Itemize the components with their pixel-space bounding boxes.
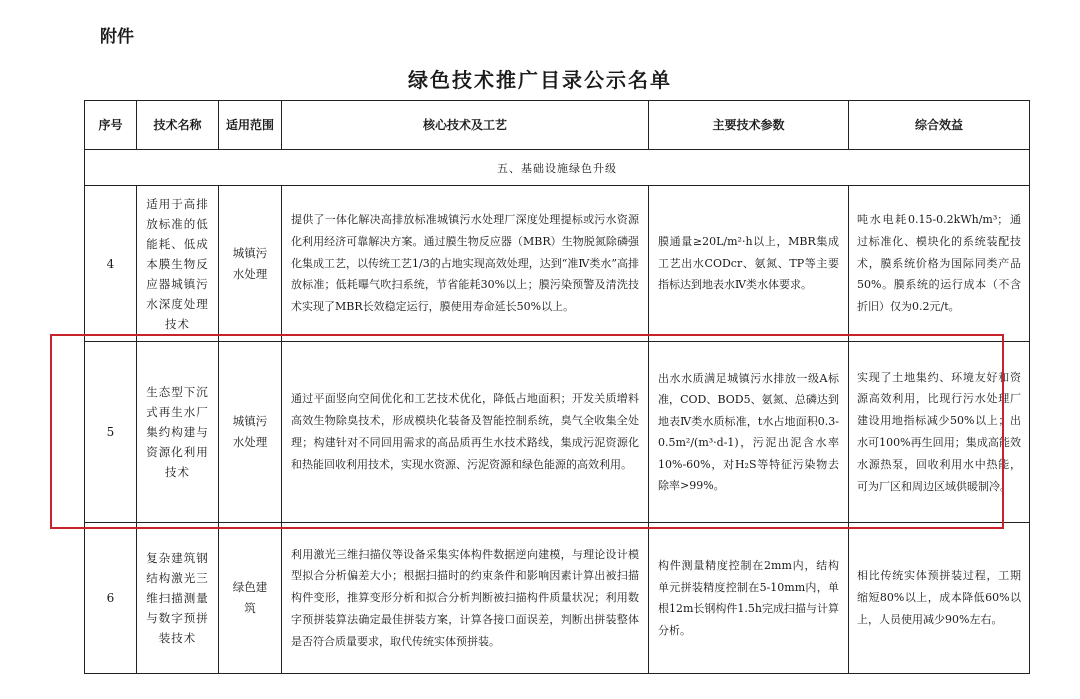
row-tech-name: 生态型下沉式再生水厂集约构建与资源化利用技术 [137,342,219,523]
row-core-tech: 利用激光三维扫描仪等设备采集实体构件数据逆向建模，与理论设计模型拟合分析偏差大小；根据扫描时的约束条件和影响因素计算出被扫描构件变形，推算变形分析和拟合分析判断被扫描构件质量状况；利用数字预拼装算法确定最佳拼装方案，计算各接口面误差，判断出拼装整体是否符合质量要求，取代传统实体预拼装。 [282,523,649,674]
row-scope: 城镇污水处理 [219,342,282,523]
header-no: 序号 [85,101,137,150]
row-params: 膜通量≥20L/m²·h以上，MBR集成工艺出水CODcr、氨氮、TP等主要指标达到地表水Ⅳ类水体要求。 [649,186,849,342]
row-benefit: 相比传统实体预拼装过程，工期缩短80%以上，成本降低60%以上，人员使用减少90%左右。 [849,523,1030,674]
header-params: 主要技术参数 [649,101,849,150]
document-title: 绿色技术推广目录公示名单 [408,68,672,92]
row-tech-name: 适用于高排放标准的低能耗、低成本膜生物反应器城镇污水深度处理技术 [137,186,219,342]
row-scope: 绿色建筑 [219,523,282,674]
row-core-tech: 提供了一体化解决高排放标准城镇污水处理厂深度处理提标或污水资源化利用经济可靠解决方案。通过膜生物反应器（MBR）生物脱氮除磷强化集成工艺，以传统工艺1/3的占地实现高效处理，达到“准Ⅳ类水”高排放标准；低耗曝气吹扫系统，节省能耗30%以上；膜污染预警及清洗技术实现了MBR长效稳定运行，膜使用寿命延长50%以上。 [282,186,649,342]
row-no: 4 [85,186,137,342]
header-name: 技术名称 [137,101,219,150]
row-benefit: 吨水电耗0.15-0.2kWh/m³；通过标准化、模块化的系统装配技术，膜系统价格为国际同类产品50%。膜系统的运行成本（不含折旧）仅为0.2元/t。 [849,186,1030,342]
header-core: 核心技术及工艺 [282,101,649,150]
row-no: 5 [85,342,137,523]
table-row [85,342,1030,523]
row-tech-name: 复杂建筑钢结构激光三维扫描测量与数字预拼装技术 [137,523,219,674]
table-row [85,523,1030,674]
section-title: 五、基础设施绿色升级 [85,150,1030,186]
attachment-label: 附件 [100,27,134,47]
header-row [85,101,1030,150]
row-scope: 城镇污水处理 [219,186,282,342]
section-row [85,150,1030,186]
header-scope: 适用范围 [219,101,282,150]
row-params: 出水水质满足城镇污水排放一级A标准，COD、BOD5、氨氮、总磷达到地表Ⅳ类水质标准，t水占地面积0.3-0.5m²/(m³·d-1)，污泥出泥含水率10%-60%，对H₂S等特征污染物去除率>99%。 [649,342,849,523]
technology-table [84,100,1030,674]
row-no: 6 [85,523,137,674]
table-row [85,186,1030,342]
header-benefit: 综合效益 [849,101,1030,150]
row-benefit: 实现了土地集约、环境友好和资源高效利用，比现行污水处理厂建设用地指标减少50%以上；出水可100%再生回用；集成高能效水源热泵，回收利用水中热能，可为厂区和周边区域供暖制冷。 [849,342,1030,523]
row-core-tech: 通过平面竖向空间优化和工艺技术优化，降低占地面积；开发关质增料高效生物除臭技术，形成模块化装备及智能控制系统，臭气全收集全处理；构建针对不同回用需求的高品质再生水技术路线，集成污泥资源化和热能回收利用技术，实现水资源、污泥资源和绿色能源的高效利用。 [282,342,649,523]
row-params: 构件测量精度控制在2mm内，结构单元拼装精度控制在5-10mm内，单根12m长钢构件1.5h完成扫描与计算分析。 [649,523,849,674]
